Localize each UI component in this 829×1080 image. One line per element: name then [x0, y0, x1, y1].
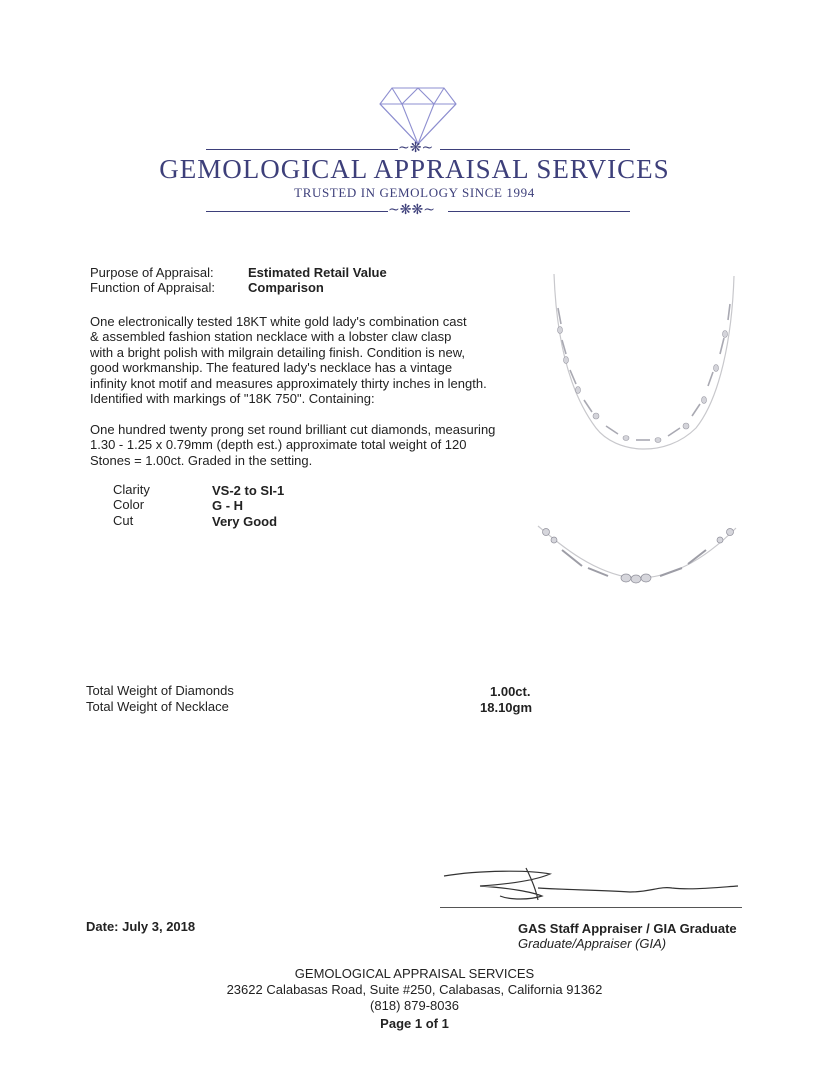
footer-company: GEMOLOGICAL APPRAISAL SERVICES — [294, 966, 535, 981]
appraiser-subtitle: Graduate/Appraiser (GIA) — [518, 936, 667, 951]
footer-page-number: Page 1 of 1 — [380, 1016, 449, 1031]
item-description — [90, 314, 530, 406]
clarity-label: Clarity — [113, 482, 150, 497]
header-rule-bottom-left — [206, 211, 388, 212]
color-value: G - H — [212, 498, 244, 513]
function-value: Comparison — [248, 280, 324, 295]
description-line: One electronically tested 18KT white gold lady's combination cast — [90, 314, 467, 329]
diamond-description-line: One hundred twenty prong set round brilliant cut diamonds, measuring — [90, 422, 496, 437]
cut-label: Cut — [113, 513, 134, 528]
necklace-photo-detail — [532, 516, 742, 596]
cut-value: Very Good — [212, 514, 278, 529]
total-necklace-label: Total Weight of Necklace — [86, 699, 229, 714]
header-ornament-top: ~❋~ — [398, 140, 434, 156]
description-line: Identified with markings of "18K 750". Containing: — [90, 391, 375, 407]
header-rule-top-left — [206, 149, 398, 150]
footer-phone: (818) 879-8036 — [370, 998, 459, 1013]
total-diamonds-label: Total Weight of Diamonds — [86, 683, 234, 698]
total-necklace-value: 18.10gm — [480, 700, 533, 715]
tagline: TRUSTED IN GEMOLOGY SINCE 1994 — [294, 185, 535, 200]
header-rule-bottom-right — [448, 211, 630, 212]
total-diamonds-value: 1.00ct. — [490, 684, 531, 699]
appraiser-signature — [440, 862, 740, 912]
necklace-photo-full — [536, 268, 746, 468]
signature-line — [440, 907, 742, 908]
diamond-description-line: Stones = 1.00ct. Graded in the setting. — [90, 452, 313, 468]
footer-address: 23622 Calabasas Road, Suite #250, Calabasas, California 91362 — [226, 982, 603, 997]
description-line: good workmanship. The featured lady's necklace has a vintage — [90, 360, 453, 376]
purpose-label: Purpose of Appraisal: — [90, 265, 214, 280]
company-name: GEMOLOGICAL APPRAISAL SERVICES — [159, 154, 670, 184]
diamond-description-line: 1.30 - 1.25 x 0.79mm (depth est.) approximate total weight of 120 — [90, 437, 467, 453]
diamond-description — [90, 422, 530, 468]
diamond-logo-icon — [378, 86, 458, 146]
color-label: Color — [113, 497, 145, 512]
function-label: Function of Appraisal: — [90, 280, 216, 295]
clarity-value: VS-2 to SI-1 — [212, 483, 285, 498]
description-line: with a bright polish with milgrain detailing finish. Condition is new, — [90, 344, 466, 360]
purpose-value: Estimated Retail Value — [248, 265, 387, 280]
header-rule-top-right — [440, 149, 630, 150]
header-ornament-bottom: ~❋❋~ — [388, 202, 435, 218]
description-line: infinity knot motif and measures approximately thirty inches in length. — [90, 375, 487, 391]
description-line: & assembled fashion station necklace with a lobster claw clasp — [90, 329, 452, 345]
appraiser-title: GAS Staff Appraiser / GIA Graduate — [518, 921, 737, 936]
appraisal-date: Date: July 3, 2018 — [86, 919, 196, 934]
